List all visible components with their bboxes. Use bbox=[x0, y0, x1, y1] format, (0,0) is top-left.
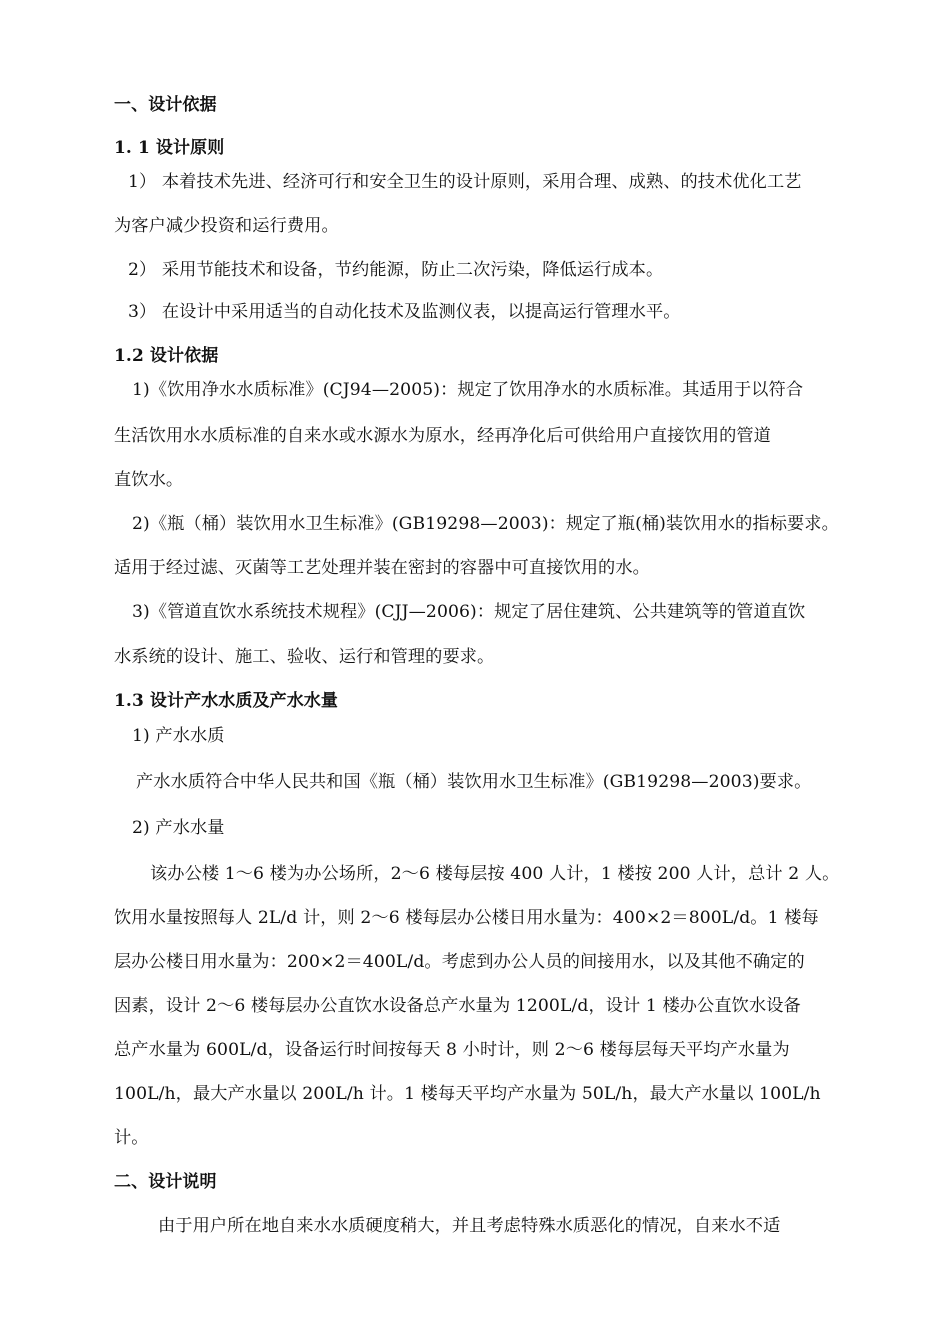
paragraph-line: 计。 bbox=[114, 1128, 149, 1148]
paragraph-line: 2） 采用节能技术和设备，节约能源，防止二次污染，降低运行成本。 bbox=[128, 260, 664, 280]
paragraph-line: 直饮水。 bbox=[114, 470, 184, 490]
paragraph-line: 2)《瓶（桶）装饮用水卫生标准》(GB19298—2003)：规定了瓶(桶)装饮用水的指标要求。 bbox=[132, 514, 839, 534]
paragraph-line: 1)《饮用净水水质标准》(CJ94—2005)：规定了饮用净水的水质标准。其适用于以符合 bbox=[132, 380, 804, 400]
paragraph-line: 因素，设计 2～6 楼每层办公直饮水设备总产水量为 1200L/d，设计 1 楼办公直饮水设备 bbox=[114, 996, 801, 1016]
paragraph-line: 由于用户所在地自来水水质硬度稍大，并且考虑特殊水质恶化的情况，自来水不适 bbox=[158, 1216, 781, 1236]
paragraph-line: 水系统的设计、施工、验收、运行和管理的要求。 bbox=[114, 647, 495, 667]
subsection-heading-water-quality-quantity: 1.3 设计产水水质及产水水量 bbox=[114, 691, 338, 711]
section-heading-design-description: 二、设计说明 bbox=[114, 1172, 217, 1192]
paragraph-line: 3） 在设计中采用适当的自动化技术及监测仪表，以提高运行管理水平。 bbox=[128, 302, 681, 322]
paragraph-line: 为客户减少投资和运行费用。 bbox=[114, 216, 339, 236]
subsection-heading-design-references: 1.2 设计依据 bbox=[114, 346, 219, 366]
paragraph-line: 1) 产水水质 bbox=[132, 726, 225, 746]
paragraph-line: 该办公楼 1～6 楼为办公场所，2～6 楼每层按 400 人计，1 楼按 200 人计，总计 2 人。 bbox=[150, 864, 840, 884]
paragraph-line: 层办公楼日用水量为：200×2＝400L/d。考虑到办公人员的间接用水，以及其他不确定的 bbox=[114, 952, 805, 972]
paragraph-line: 产水水质符合中华人民共和国《瓶（桶）装饮用水卫生标准》(GB19298—2003)要求。 bbox=[136, 772, 812, 792]
paragraph-line: 3)《管道直饮水系统技术规程》(CJJ—2006)：规定了居住建筑、公共建筑等的管道直饮 bbox=[132, 602, 806, 622]
paragraph-line: 总产水量为 600L/d，设备运行时间按每天 8 小时计，则 2～6 楼每层每天平均产水量为 bbox=[114, 1040, 790, 1060]
paragraph-line: 适用于经过滤、灭菌等工艺处理并装在密封的容器中可直接饮用的水。 bbox=[114, 558, 650, 578]
section-heading-design-basis: 一、设计依据 bbox=[114, 95, 217, 115]
subsection-heading-design-principles: 1. 1 设计原则 bbox=[114, 138, 225, 158]
paragraph-line: 2) 产水水量 bbox=[132, 818, 225, 838]
paragraph-line: 生活饮用水水质标准的自来水或水源水为原水，经再净化后可供给用户直接饮用的管道 bbox=[114, 426, 771, 446]
paragraph-line: 1） 本着技术先进、经济可行和安全卫生的设计原则，采用合理、成熟、的技术优化工艺 bbox=[128, 172, 802, 192]
paragraph-line: 100L/h，最大产水量以 200L/h 计。1 楼每天平均产水量为 50L/h，最大产水量以 100L/h bbox=[114, 1084, 821, 1104]
paragraph-line: 饮用水量按照每人 2L/d 计，则 2～6 楼每层办公楼日用水量为：400×2＝800L/d。1 楼每 bbox=[114, 908, 819, 928]
